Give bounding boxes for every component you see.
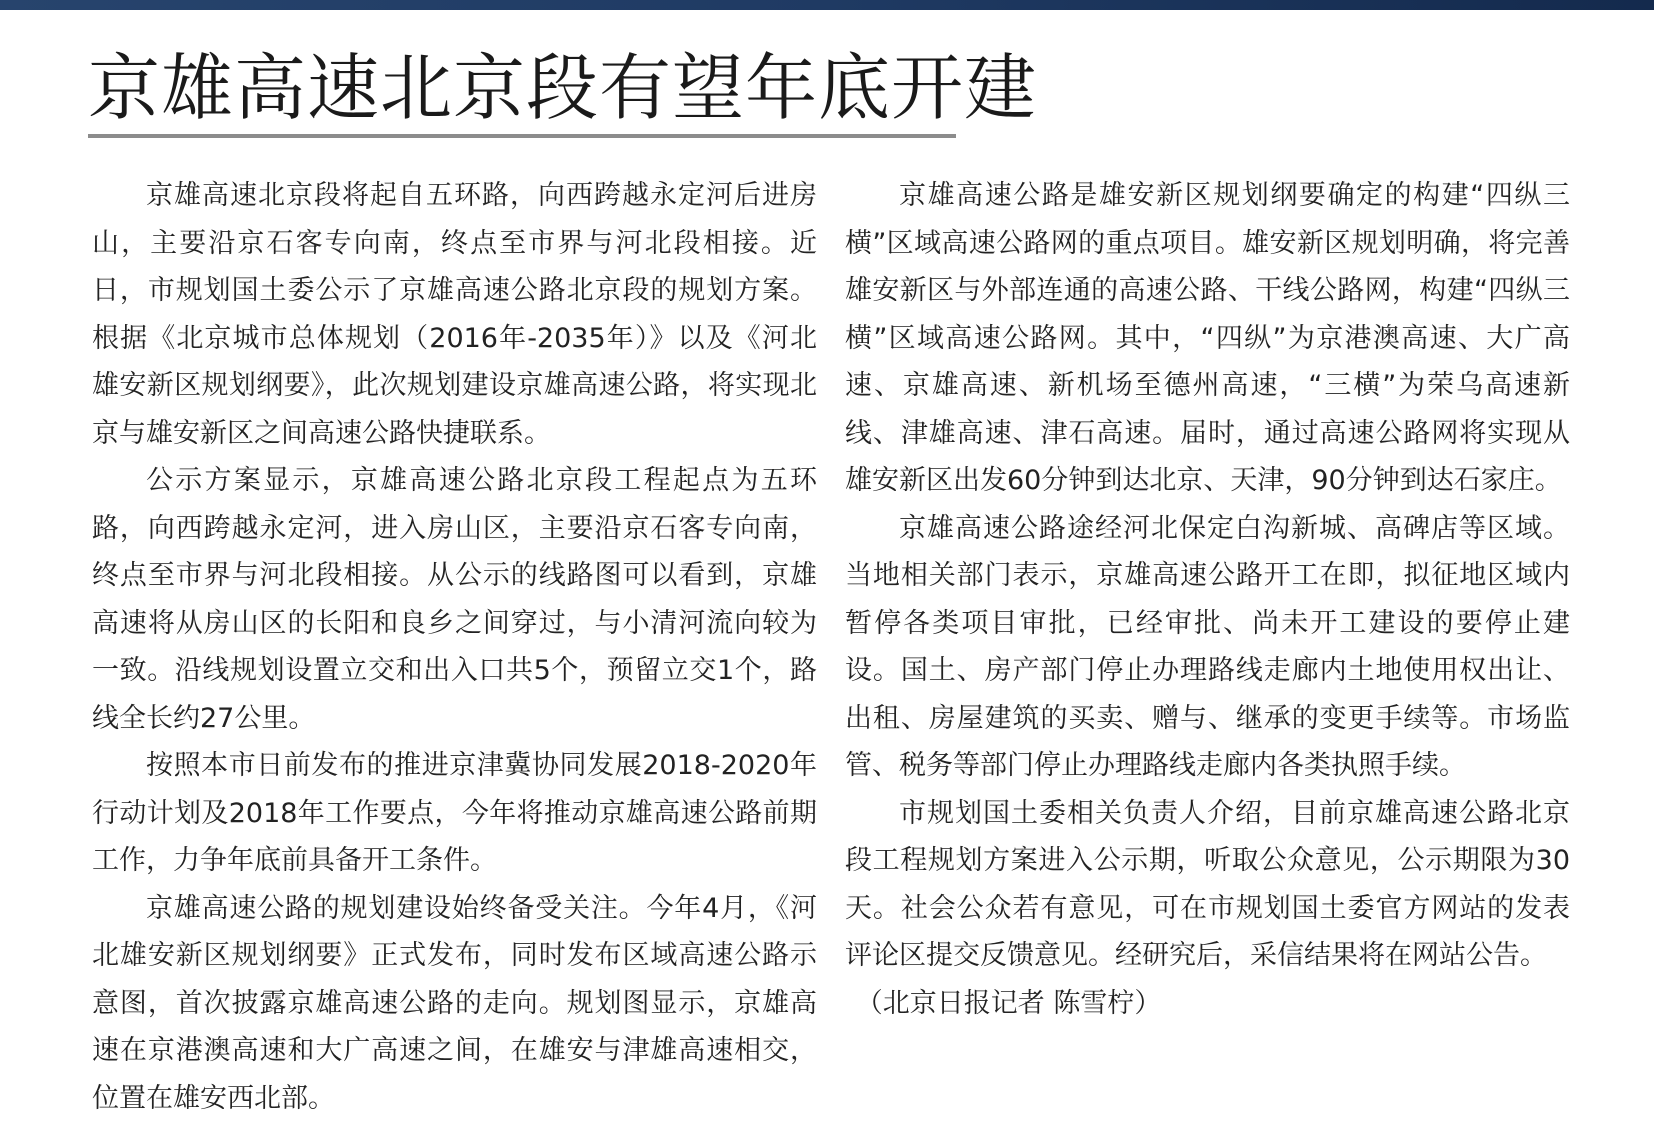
article-title: 京雄高速北京段有望年底开建 <box>88 46 1038 130</box>
article-paragraph: 按照本市日前发布的推进京津冀协同发展2018-2020年行动计划及2018年工作要点，今年将推动京雄高速公路前期工作，力争年底前具备开工条件。 <box>92 750 817 876</box>
article-paragraph: 市规划国土委相关负责人介绍，目前京雄高速公路北京段工程规划方案进入公示期，听取公众意见，公示期限为30天。社会公众若有意见，可在市规划国土委官方网站的发表评论区提交反馈意见。经研究后，采信结果将在网站公告。 <box>845 797 1570 971</box>
article-paragraph: 京雄高速北京段将起自五环路，向西跨越永定河后进房山，主要沿京石客专向南，终点至市界与河北段相接。近日，市规划国土委公示了京雄高速公路北京段的规划方案。根据《北京城市总体规划（2016年-2035年）》以及《河北雄安新区规划纲要》，此次规划建设京雄高速公路，将实现北京与雄安新区之间高速公路快捷联系。 <box>92 180 817 449</box>
article-byline: （北京日报记者 陈雪柠） <box>855 987 1162 1019</box>
title-underline-rule <box>88 134 956 138</box>
article-paragraph: 京雄高速公路的规划建设始终备受关注。今年4月，《河北雄安新区规划纲要》正式发布，同时发布区域高速公路示意图，首次披露京雄高速公路的走向。规划图显示，京雄高速在京港澳高速和大广高速之间，在雄安与津雄高速相交，位置在雄安西北部。 <box>92 892 817 1114</box>
article-paragraph: 京雄高速公路是雄安新区规划纲要确定的构建“四纵三横”区域高速公路网的重点项目。雄安新区规划明确，将完善雄安新区与外部连通的高速公路、干线公路网，构建“四纵三横”区域高速公路网。其中，“四纵”为京港澳高速、大广高速、京雄高速、新机场至德州高速，“三横”为荣乌高速新线、津雄高速、津石高速。届时，通过高速公路网将实现从雄安新区出发60分钟到达北京、天津，90分钟到达石家庄。 <box>845 180 1570 496</box>
top-accent-bar <box>0 0 1654 10</box>
article-paragraph: 京雄高速公路途经河北保定白沟新城、高碑店等区域。当地相关部门表示，京雄高速公路开工在即，拟征地区域内暂停各类项目审批，已经审批、尚未开工建设的要停止建设。国土、房产部门停止办理路线走廊内土地使用权出让、出租、房屋建筑的买卖、赠与、继承的变更手续等。市场监管、税务等部门停止办理路线走廊内各类执照手续。 <box>845 512 1570 781</box>
article-paragraph: 公示方案显示，京雄高速公路北京段工程起点为五环路，向西跨越永定河，进入房山区，主要沿京石客专向南，终点至市界与河北段相接。从公示的线路图可以看到，京雄高速将从房山区的长阳和良乡之间穿过，与小清河流向较为一致。沿线规划设置立交和出入口共5个，预留立交1个，路线全长约27公里。 <box>92 465 817 734</box>
article-column-right <box>845 172 1570 1027</box>
article-column-left <box>92 172 817 1122</box>
